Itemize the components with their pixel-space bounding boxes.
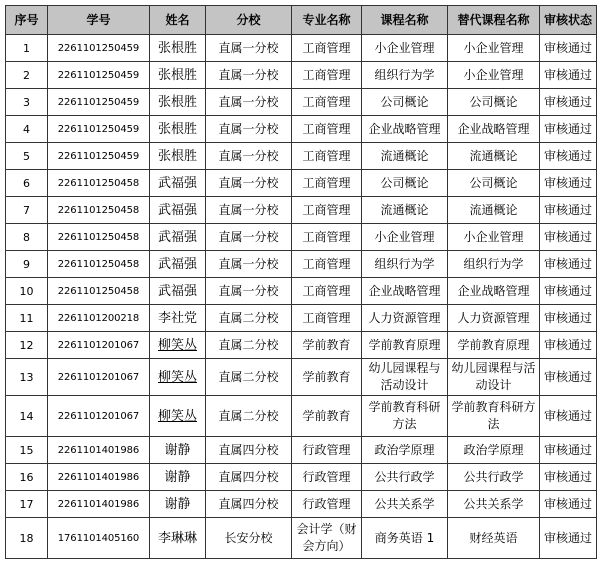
cell-branch-school: 直属一分校 <box>206 170 292 197</box>
cell-major: 工商管理 <box>292 170 362 197</box>
cell-major: 学前教育 <box>292 359 362 396</box>
cell-major: 工商管理 <box>292 305 362 332</box>
cell-name: 谢静 <box>150 464 206 491</box>
header-status: 审核状态 <box>540 6 597 35</box>
cell-course: 政治学原理 <box>362 437 448 464</box>
cell-substitute-course: 流通概论 <box>448 143 540 170</box>
cell-status: 审核通过 <box>540 143 597 170</box>
cell-course: 小企业管理 <box>362 224 448 251</box>
cell-branch-school: 直属一分校 <box>206 62 292 89</box>
cell-status: 审核通过 <box>540 35 597 62</box>
cell-course: 学前教育原理 <box>362 332 448 359</box>
cell-substitute-course: 小企业管理 <box>448 224 540 251</box>
cell-name: 张根胜 <box>150 35 206 62</box>
table-row <box>6 143 597 170</box>
table-row <box>6 359 597 396</box>
cell-status: 审核通过 <box>540 170 597 197</box>
cell-substitute-course: 财经英语 <box>448 518 540 559</box>
cell-no: 12 <box>6 332 48 359</box>
cell-status: 审核通过 <box>540 197 597 224</box>
cell-no: 13 <box>6 359 48 396</box>
cell-name-text: 柳笑丛 <box>157 408 197 424</box>
cell-student-id: 2261101250458 <box>48 224 150 251</box>
cell-branch-school: 直属四分校 <box>206 437 292 464</box>
cell-branch-school: 直属一分校 <box>206 224 292 251</box>
cell-branch-school: 直属二分校 <box>206 359 292 396</box>
table-row <box>6 491 597 518</box>
table-row <box>6 35 597 62</box>
header-substitute-course: 替代课程名称 <box>448 6 540 35</box>
table-row <box>6 89 597 116</box>
cell-name <box>150 332 206 359</box>
cell-course: 公共关系学 <box>362 491 448 518</box>
cell-branch-school: 直属二分校 <box>206 332 292 359</box>
cell-no: 10 <box>6 278 48 305</box>
cell-major: 行政管理 <box>292 437 362 464</box>
cell-major: 工商管理 <box>292 62 362 89</box>
cell-branch-school: 直属一分校 <box>206 89 292 116</box>
cell-student-id: 2261101200218 <box>48 305 150 332</box>
cell-student-id: 2261101250459 <box>48 35 150 62</box>
cell-course: 商务英语 1 <box>362 518 448 559</box>
cell-substitute-course: 公共关系学 <box>448 491 540 518</box>
cell-status: 审核通过 <box>540 396 597 437</box>
cell-name: 武福强 <box>150 197 206 224</box>
table-row <box>6 396 597 437</box>
cell-no: 17 <box>6 491 48 518</box>
cell-branch-school: 直属四分校 <box>206 464 292 491</box>
header-name: 姓名 <box>150 6 206 35</box>
header-student-id: 学号 <box>48 6 150 35</box>
cell-substitute-course: 企业战略管理 <box>448 278 540 305</box>
cell-branch-school: 长安分校 <box>206 518 292 559</box>
cell-student-id: 2261101250458 <box>48 170 150 197</box>
cell-name: 张根胜 <box>150 89 206 116</box>
cell-name: 谢静 <box>150 491 206 518</box>
header-major: 专业名称 <box>292 6 362 35</box>
cell-status: 审核通过 <box>540 116 597 143</box>
cell-name: 李社党 <box>150 305 206 332</box>
cell-student-id: 2261101250459 <box>48 62 150 89</box>
table-row <box>6 437 597 464</box>
cell-name: 武福强 <box>150 224 206 251</box>
cell-status: 审核通过 <box>540 518 597 559</box>
table-row <box>6 116 597 143</box>
cell-major: 行政管理 <box>292 464 362 491</box>
table-row <box>6 170 597 197</box>
cell-name-text: 柳笑丛 <box>157 369 197 385</box>
cell-course: 流通概论 <box>362 143 448 170</box>
cell-course: 公司概论 <box>362 89 448 116</box>
cell-course: 企业战略管理 <box>362 116 448 143</box>
cell-substitute-course: 公司概论 <box>448 89 540 116</box>
cell-student-id: 1761101405160 <box>48 518 150 559</box>
table-row <box>6 224 597 251</box>
cell-status: 审核通过 <box>540 332 597 359</box>
cell-student-id: 2261101201067 <box>48 359 150 396</box>
cell-course: 幼儿园课程与活动设计 <box>362 359 448 396</box>
cell-student-id: 2261101250458 <box>48 278 150 305</box>
cell-substitute-course: 小企业管理 <box>448 35 540 62</box>
cell-major: 学前教育 <box>292 332 362 359</box>
cell-substitute-course: 公共行政学 <box>448 464 540 491</box>
cell-status: 审核通过 <box>540 62 597 89</box>
course-substitution-table <box>5 5 597 559</box>
cell-no: 14 <box>6 396 48 437</box>
cell-substitute-course: 企业战略管理 <box>448 116 540 143</box>
cell-name: 武福强 <box>150 251 206 278</box>
cell-status: 审核通过 <box>540 89 597 116</box>
cell-student-id: 2261101201067 <box>48 396 150 437</box>
table-row <box>6 518 597 559</box>
cell-major: 工商管理 <box>292 35 362 62</box>
cell-major: 工商管理 <box>292 224 362 251</box>
cell-major: 工商管理 <box>292 143 362 170</box>
cell-name: 张根胜 <box>150 143 206 170</box>
cell-course: 公共行政学 <box>362 464 448 491</box>
cell-no: 11 <box>6 305 48 332</box>
cell-status: 审核通过 <box>540 491 597 518</box>
cell-course: 企业战略管理 <box>362 278 448 305</box>
cell-student-id: 2261101250458 <box>48 251 150 278</box>
cell-student-id: 2261101401986 <box>48 491 150 518</box>
cell-branch-school: 直属一分校 <box>206 278 292 305</box>
cell-major: 会计学（财会方向） <box>292 518 362 559</box>
cell-student-id: 2261101201067 <box>48 332 150 359</box>
table-row <box>6 197 597 224</box>
cell-no: 8 <box>6 224 48 251</box>
cell-course: 公司概论 <box>362 170 448 197</box>
table-row <box>6 332 597 359</box>
cell-no: 7 <box>6 197 48 224</box>
cell-no: 3 <box>6 89 48 116</box>
cell-status: 审核通过 <box>540 278 597 305</box>
cell-branch-school: 直属二分校 <box>206 396 292 437</box>
cell-substitute-course: 组织行为学 <box>448 251 540 278</box>
cell-status: 审核通过 <box>540 437 597 464</box>
cell-course: 人力资源管理 <box>362 305 448 332</box>
cell-major: 工商管理 <box>292 89 362 116</box>
cell-no: 5 <box>6 143 48 170</box>
cell-no: 18 <box>6 518 48 559</box>
cell-major: 行政管理 <box>292 491 362 518</box>
cell-course: 组织行为学 <box>362 251 448 278</box>
cell-substitute-course: 政治学原理 <box>448 437 540 464</box>
cell-name: 张根胜 <box>150 62 206 89</box>
cell-major: 工商管理 <box>292 116 362 143</box>
table-row <box>6 278 597 305</box>
cell-branch-school: 直属二分校 <box>206 305 292 332</box>
cell-name: 张根胜 <box>150 116 206 143</box>
cell-name: 武福强 <box>150 278 206 305</box>
cell-branch-school: 直属四分校 <box>206 491 292 518</box>
cell-student-id: 2261101250459 <box>48 116 150 143</box>
header-course: 课程名称 <box>362 6 448 35</box>
cell-no: 4 <box>6 116 48 143</box>
cell-no: 9 <box>6 251 48 278</box>
cell-substitute-course: 学前教育科研方法 <box>448 396 540 437</box>
cell-no: 2 <box>6 62 48 89</box>
cell-branch-school: 直属一分校 <box>206 116 292 143</box>
cell-branch-school: 直属一分校 <box>206 197 292 224</box>
cell-status: 审核通过 <box>540 305 597 332</box>
cell-major: 工商管理 <box>292 197 362 224</box>
table-row <box>6 251 597 278</box>
cell-no: 1 <box>6 35 48 62</box>
cell-name: 谢静 <box>150 437 206 464</box>
table-row <box>6 464 597 491</box>
cell-no: 15 <box>6 437 48 464</box>
cell-no: 16 <box>6 464 48 491</box>
cell-name <box>150 359 206 396</box>
cell-major: 学前教育 <box>292 396 362 437</box>
cell-student-id: 2261101250459 <box>48 89 150 116</box>
cell-substitute-course: 幼儿园课程与活动设计 <box>448 359 540 396</box>
table-row <box>6 62 597 89</box>
cell-status: 审核通过 <box>540 359 597 396</box>
header-no: 序号 <box>6 6 48 35</box>
cell-no: 6 <box>6 170 48 197</box>
cell-name: 武福强 <box>150 170 206 197</box>
cell-substitute-course: 学前教育原理 <box>448 332 540 359</box>
table-row <box>6 305 597 332</box>
cell-course: 小企业管理 <box>362 35 448 62</box>
cell-substitute-course: 公司概论 <box>448 170 540 197</box>
cell-name: 李琳琳 <box>150 518 206 559</box>
cell-branch-school: 直属一分校 <box>206 143 292 170</box>
cell-major: 工商管理 <box>292 278 362 305</box>
cell-major: 工商管理 <box>292 251 362 278</box>
cell-branch-school: 直属一分校 <box>206 35 292 62</box>
cell-student-id: 2261101401986 <box>48 464 150 491</box>
cell-substitute-course: 流通概论 <box>448 197 540 224</box>
cell-status: 审核通过 <box>540 464 597 491</box>
table-header-row <box>6 6 597 35</box>
cell-name-text: 柳笑丛 <box>157 337 197 353</box>
cell-student-id: 2261101401986 <box>48 437 150 464</box>
cell-course: 流通概论 <box>362 197 448 224</box>
cell-name <box>150 396 206 437</box>
cell-substitute-course: 小企业管理 <box>448 62 540 89</box>
cell-substitute-course: 人力资源管理 <box>448 305 540 332</box>
cell-status: 审核通过 <box>540 224 597 251</box>
cell-student-id: 2261101250458 <box>48 197 150 224</box>
cell-course: 学前教育科研方法 <box>362 396 448 437</box>
cell-branch-school: 直属一分校 <box>206 251 292 278</box>
header-branch-school: 分校 <box>206 6 292 35</box>
cell-status: 审核通过 <box>540 251 597 278</box>
cell-course: 组织行为学 <box>362 62 448 89</box>
cell-student-id: 2261101250459 <box>48 143 150 170</box>
